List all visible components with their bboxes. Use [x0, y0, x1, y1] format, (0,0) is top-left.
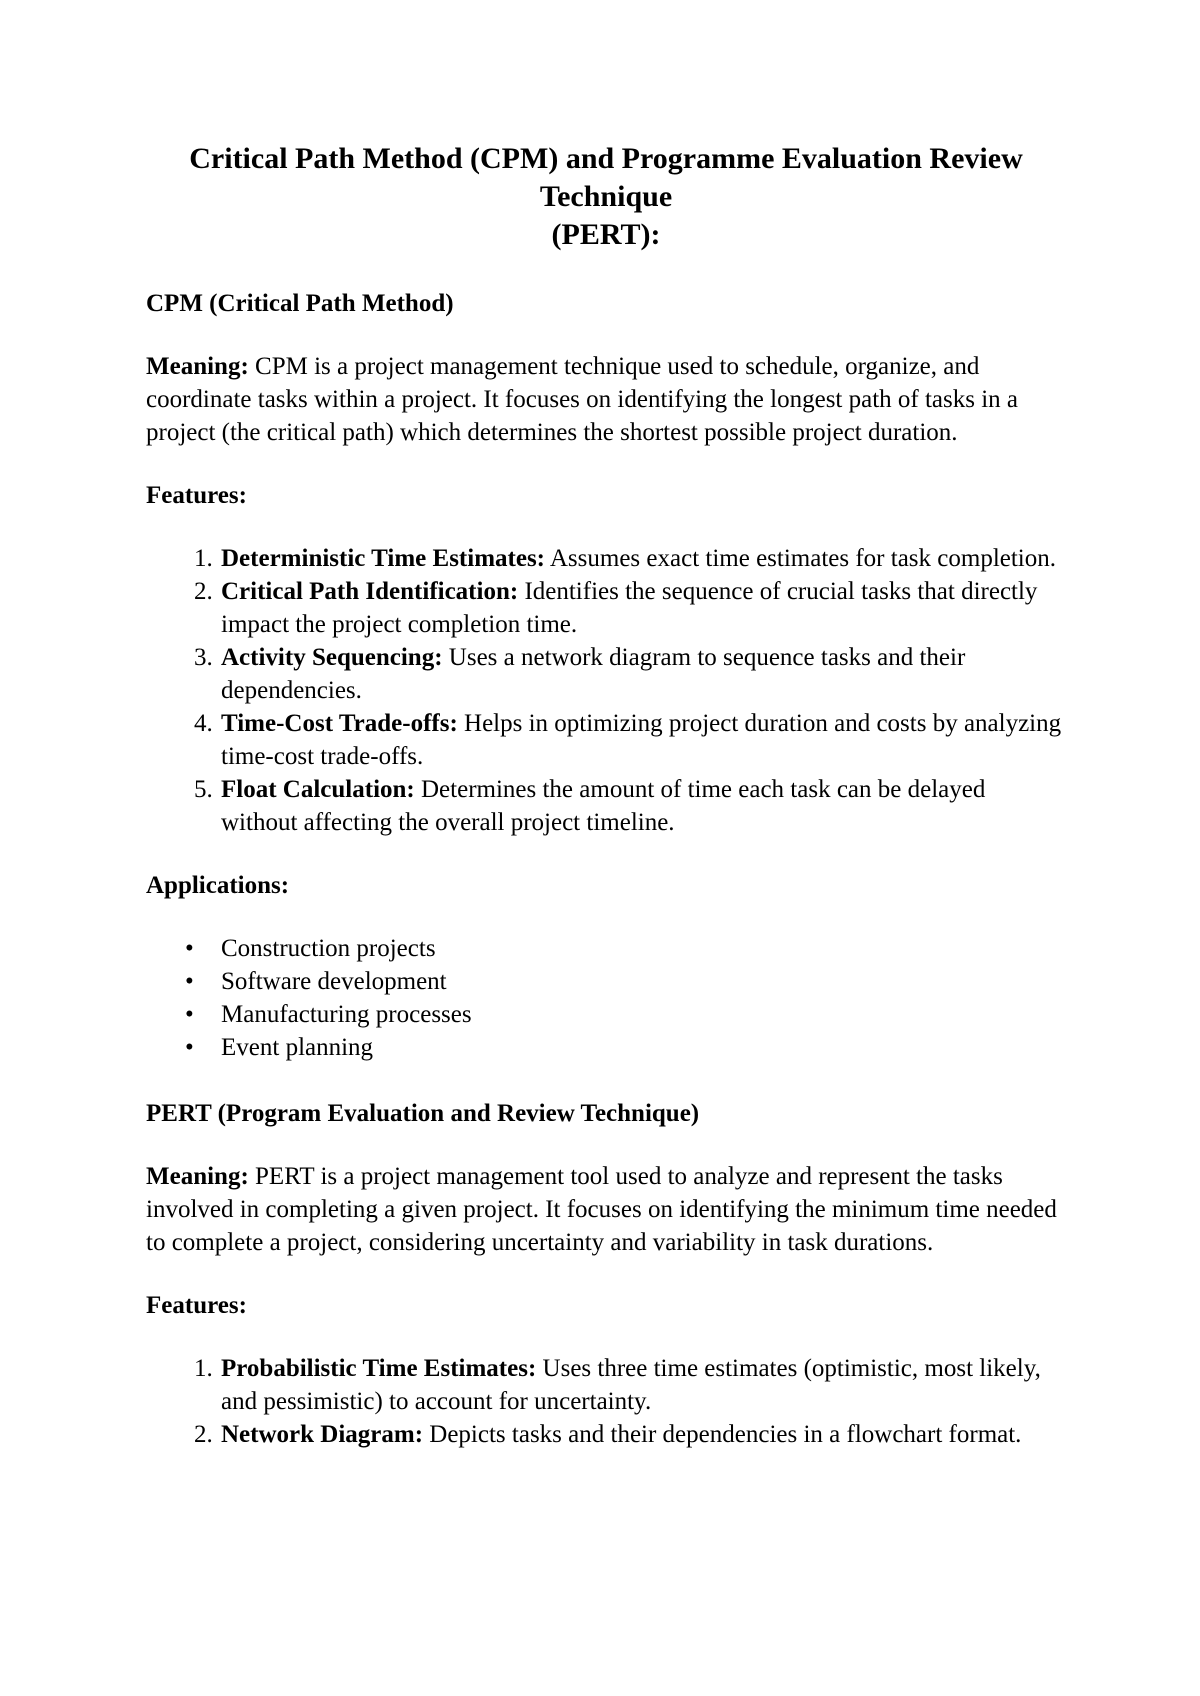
feature-text: Uses a network diagram to sequence tasks and their dependencies.	[221, 644, 966, 704]
list-item	[185, 1031, 1066, 1064]
application-text: Software development	[221, 968, 447, 995]
list-item	[219, 707, 1066, 773]
list-item	[185, 965, 1066, 998]
bullet-icon: •	[185, 968, 194, 995]
cpm-features-heading: Features:	[146, 482, 247, 509]
list-item	[219, 542, 1066, 575]
application-text: Manufacturing processes	[221, 1001, 472, 1028]
feature-lead: Float Calculation:	[221, 776, 415, 803]
application-text: Event planning	[221, 1034, 374, 1061]
feature-text: Depicts tasks and their dependencies in a flowchart format.	[423, 1421, 1022, 1448]
cpm-features-list	[146, 542, 1066, 839]
list-item	[219, 1352, 1066, 1418]
bullet-icon: •	[185, 935, 194, 962]
list-item	[219, 641, 1066, 707]
feature-text: Identifies the sequence of crucial tasks that directly impact the project completion time.	[221, 578, 1038, 638]
cpm-heading: CPM (Critical Path Method)	[146, 290, 454, 317]
feature-lead: Deterministic Time Estimates:	[221, 545, 545, 572]
list-item	[219, 773, 1066, 839]
title-line-1: Critical Path Method (CPM) and Programme Evaluation Review	[189, 142, 1023, 175]
cpm-applications-heading: Applications:	[146, 872, 290, 899]
cpm-applications-list	[146, 932, 1066, 1064]
pert-heading: PERT (Program Evaluation and Review Technique)	[146, 1100, 700, 1127]
feature-lead: Time-Cost Trade-offs:	[221, 710, 458, 737]
pert-features-heading: Features:	[146, 1292, 247, 1319]
cpm-meaning	[146, 350, 1066, 449]
list-item	[185, 998, 1066, 1031]
bullet-icon: •	[185, 1001, 194, 1028]
title-line-3: (PERT):	[551, 218, 661, 251]
cpm-meaning-label: Meaning:	[146, 353, 249, 380]
title-line-2: Technique	[539, 180, 673, 213]
feature-lead: Critical Path Identification:	[221, 578, 519, 605]
application-text: Construction projects	[221, 935, 436, 962]
pert-features-list	[146, 1352, 1066, 1451]
cpm-meaning-text: CPM is a project management technique used to schedule, organize, and coordinate tasks within a project. It focuses on identifying the longest path of tasks in a project (the critical path) which determines the shortest possible project duration.	[146, 353, 1019, 446]
bullet-icon: •	[185, 1034, 194, 1061]
list-item	[185, 932, 1066, 965]
list-item	[219, 575, 1066, 641]
feature-text: Assumes exact time estimates for task completion.	[545, 545, 1056, 572]
feature-text: Uses three time estimates (optimistic, most likely, and pessimistic) to account for uncertainty.	[221, 1355, 1041, 1415]
pert-meaning-label: Meaning:	[146, 1163, 249, 1190]
pert-meaning-text: PERT is a project management tool used to analyze and represent the tasks involved in completing a given project. It focuses on identifying the minimum time needed to complete a project, considering uncertainty and variability in task durations.	[146, 1163, 1057, 1256]
pert-meaning	[146, 1160, 1066, 1259]
list-item	[219, 1418, 1066, 1451]
feature-text: Determines the amount of time each task can be delayed without affecting the overall project timeline.	[221, 776, 986, 836]
document-body	[146, 140, 1066, 1451]
feature-lead: Probabilistic Time Estimates:	[221, 1355, 537, 1382]
feature-text: Helps in optimizing project duration and costs by analyzing time-cost trade-offs.	[221, 710, 1062, 770]
feature-lead: Network Diagram:	[221, 1421, 424, 1448]
feature-lead: Activity Sequencing:	[221, 644, 443, 671]
document-title	[146, 140, 1066, 254]
